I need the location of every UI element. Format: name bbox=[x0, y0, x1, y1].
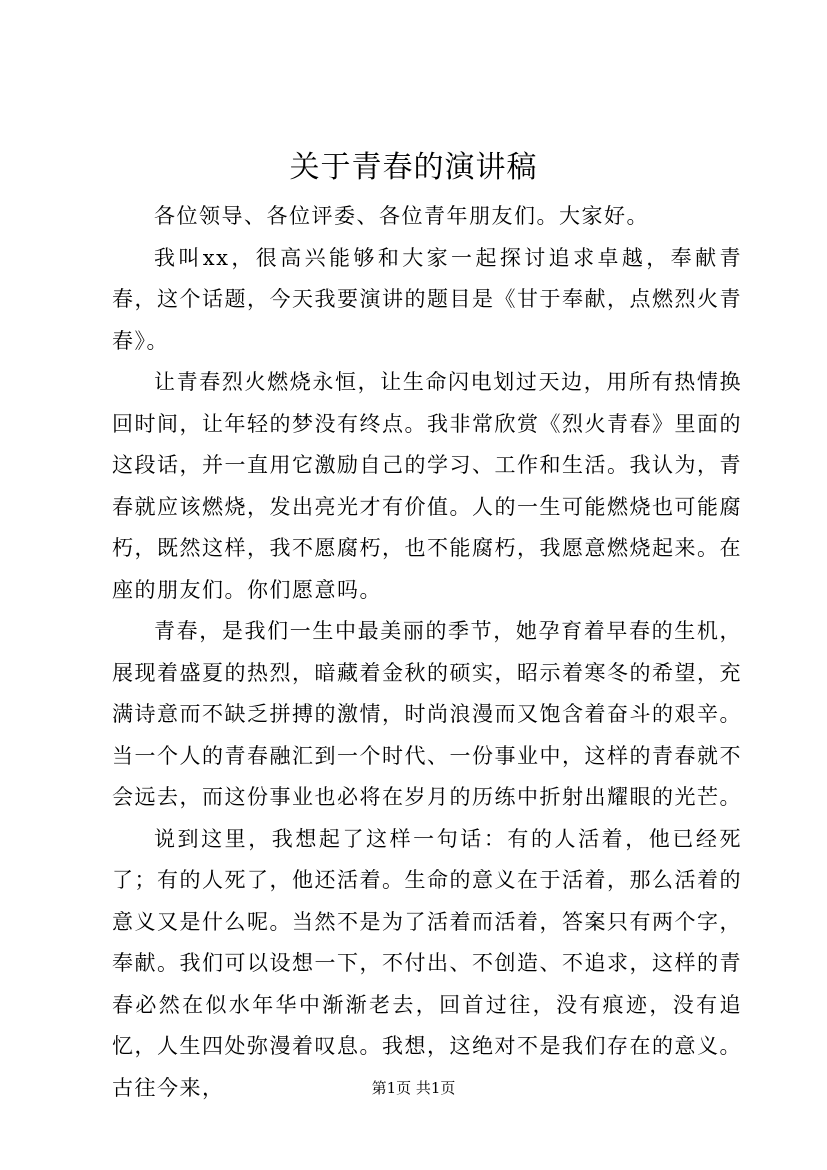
page-footer: 第1页 共1页 bbox=[371, 1079, 456, 1097]
paragraph-greeting: 各位领导、各位评委、各位青年朋友们。大家好。 bbox=[154, 204, 649, 228]
document-title: 关于青春的演讲稿 bbox=[289, 150, 538, 185]
paragraph-youth-season: 青春，是我们一生中最美丽的季节，她孕育着早春的生机，展现着盛夏的热烈，暗藏着金秋的硕实，昭示着寒冬的希望，充满诗意而不缺乏拼搏的激情，时尚浪漫而又饱含着奋斗的艰辛。当一个人的青春融汇到一个时代、一份事业中，这样的青春就不会远去，而这份事业也必将在岁月的历练中折射出耀眼的光芒。 bbox=[112, 619, 742, 809]
paragraph-introduction: 我叫xx，很高兴能够和大家一起探讨追求卓越，奉献青春，这个话题，今天我要演讲的题目是《甘于奉献，点燃烈火青春》。 bbox=[112, 245, 742, 353]
document-body bbox=[112, 196, 742, 1109]
paragraph-youth-fire: 让青春烈火燃烧永恒，让生命闪电划过天边，用所有热情换回时间，让年轻的梦没有终点。我非常欣赏《烈火青春》里面的这段话，并一直用它激励自己的学习、工作和生活。我认为，青春就应该燃烧，发出亮光才有价值。人的一生可能燃烧也可能腐朽，既然这样，我不愿腐朽，也不能腐朽，我愿意燃烧起来。在座的朋友们。你们愿意吗。 bbox=[112, 370, 742, 602]
paragraph-meaning-of-life: 说到这里，我想起了这样一句话：有的人活着，他已经死了；有的人死了，他还活着。生命的意义在于活着，那么活着的意义又是什么呢。当然不是为了活着而活着，答案只有两个字，奉献。我们可以设想一下，不付出、不创造、不追求，这样的青春必然在似水年华中渐渐老去，回首过往，没有痕迹，没有追忆，人生四处弥漫着叹息。我想，这绝对不是我们存在的意义。古往今来， bbox=[112, 826, 742, 1100]
